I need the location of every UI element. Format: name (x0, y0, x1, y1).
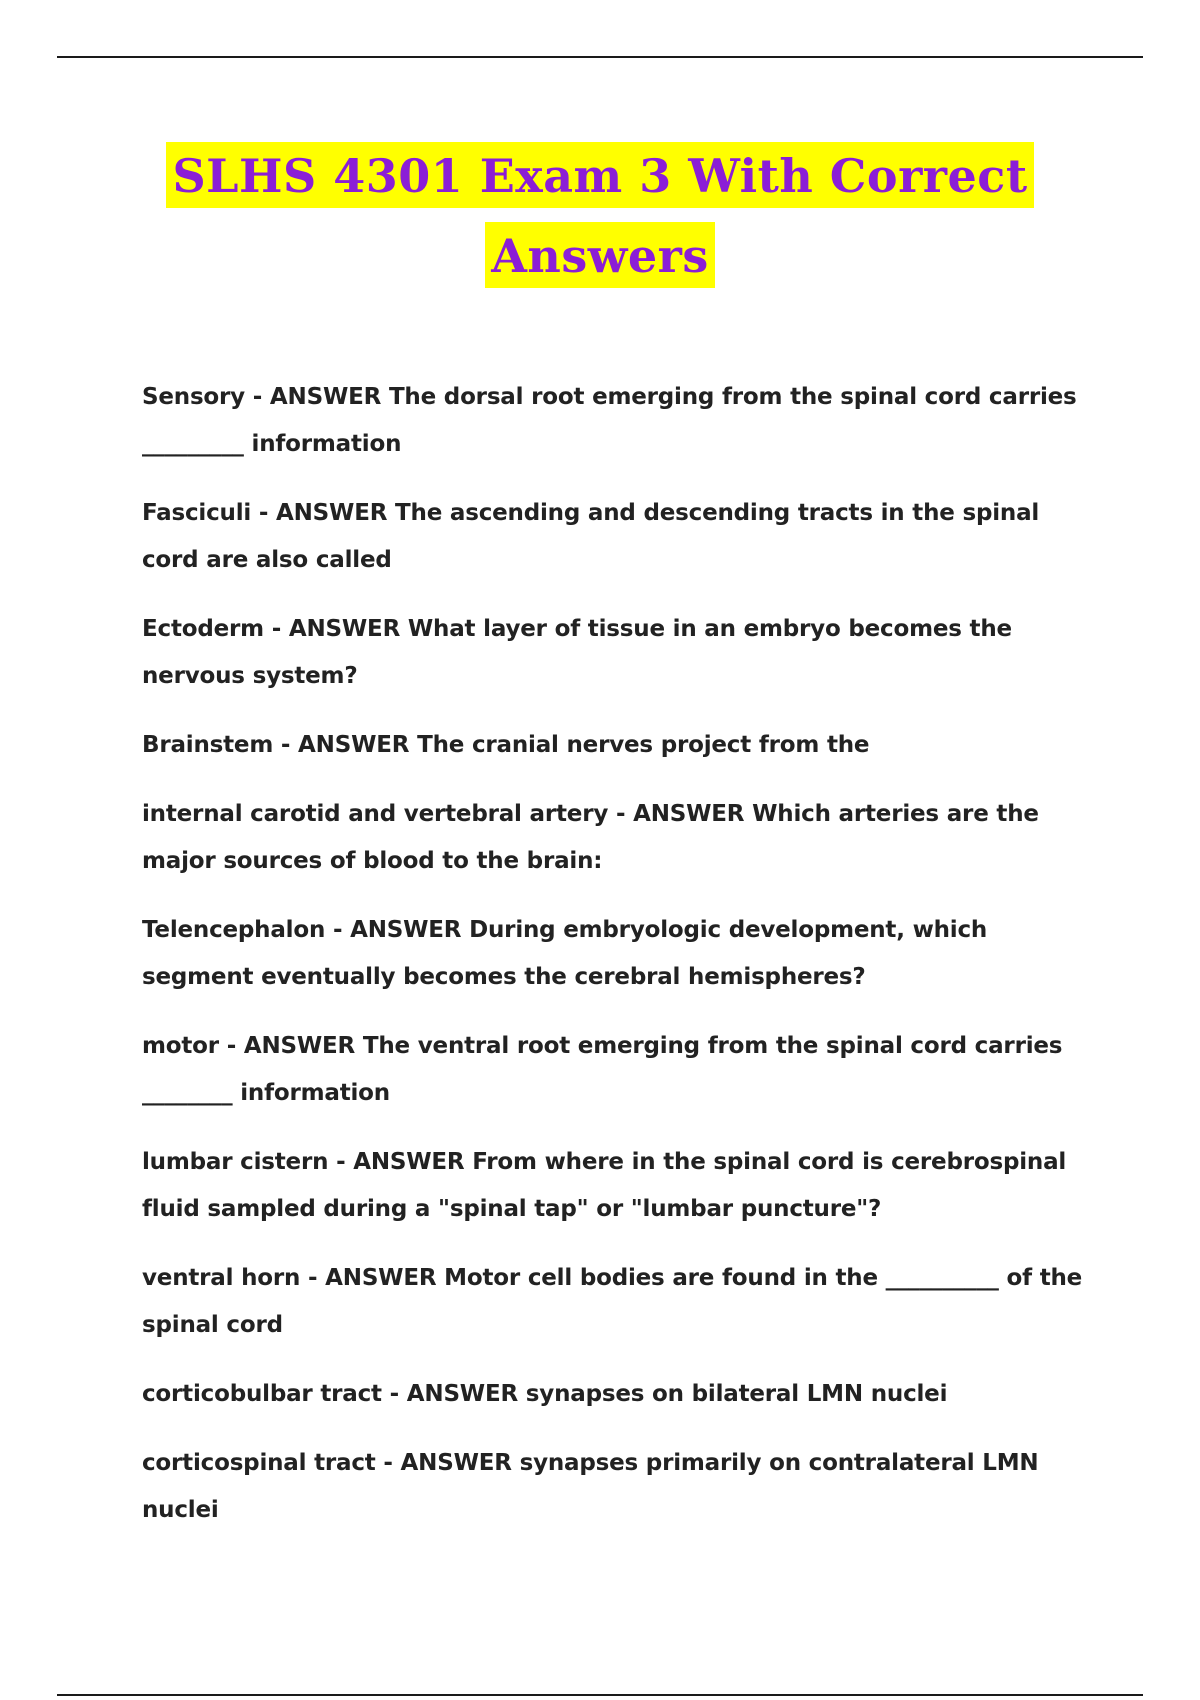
qa-item-fasciculi: Fasciculi - ANSWER The ascending and descending tracts in the spinal cord are also called (142, 500, 1040, 573)
qa-item-sensory: Sensory - ANSWER The dorsal root emerging from the spinal cord carries _________ information (142, 384, 1077, 457)
document-title (100, 138, 1100, 298)
qa-item-brainstem: Brainstem - ANSWER The cranial nerves project from the (142, 732, 870, 758)
qa-item-corticobulbar: corticobulbar tract - ANSWER synapses on bilateral LMN nuclei (142, 1381, 948, 1407)
question-answer-list (142, 374, 1102, 1556)
title-line-1: SLHS 4301 Exam 3 With Correct (166, 142, 1033, 208)
title-line-2: Answers (485, 222, 715, 288)
qa-item-ectoderm: Ectoderm - ANSWER What layer of tissue in an embryo becomes the nervous system? (142, 616, 1012, 689)
qa-item-motor: motor - ANSWER The ventral root emerging from the spinal cord carries ________ information (142, 1033, 1063, 1106)
qa-item-lumbar-cistern: lumbar cistern - ANSWER From where in the spinal cord is cerebrospinal fluid sampled during a "spinal tap" or "lumbar puncture"? (142, 1149, 1067, 1222)
qa-item-arteries: internal carotid and vertebral artery - ANSWER Which arteries are the major sources of blood to the brain: (142, 801, 1039, 874)
bottom-divider (57, 1694, 1143, 1696)
qa-item-corticospinal: corticospinal tract - ANSWER synapses primarily on contralateral LMN nuclei (142, 1450, 1039, 1523)
qa-item-ventral-horn: ventral horn - ANSWER Motor cell bodies are found in the __________ of the spinal cord (142, 1265, 1083, 1338)
top-divider (57, 56, 1143, 58)
qa-item-telencephalon: Telencephalon - ANSWER During embryologic development, which segment eventually becomes the cerebral hemispheres? (142, 917, 988, 990)
